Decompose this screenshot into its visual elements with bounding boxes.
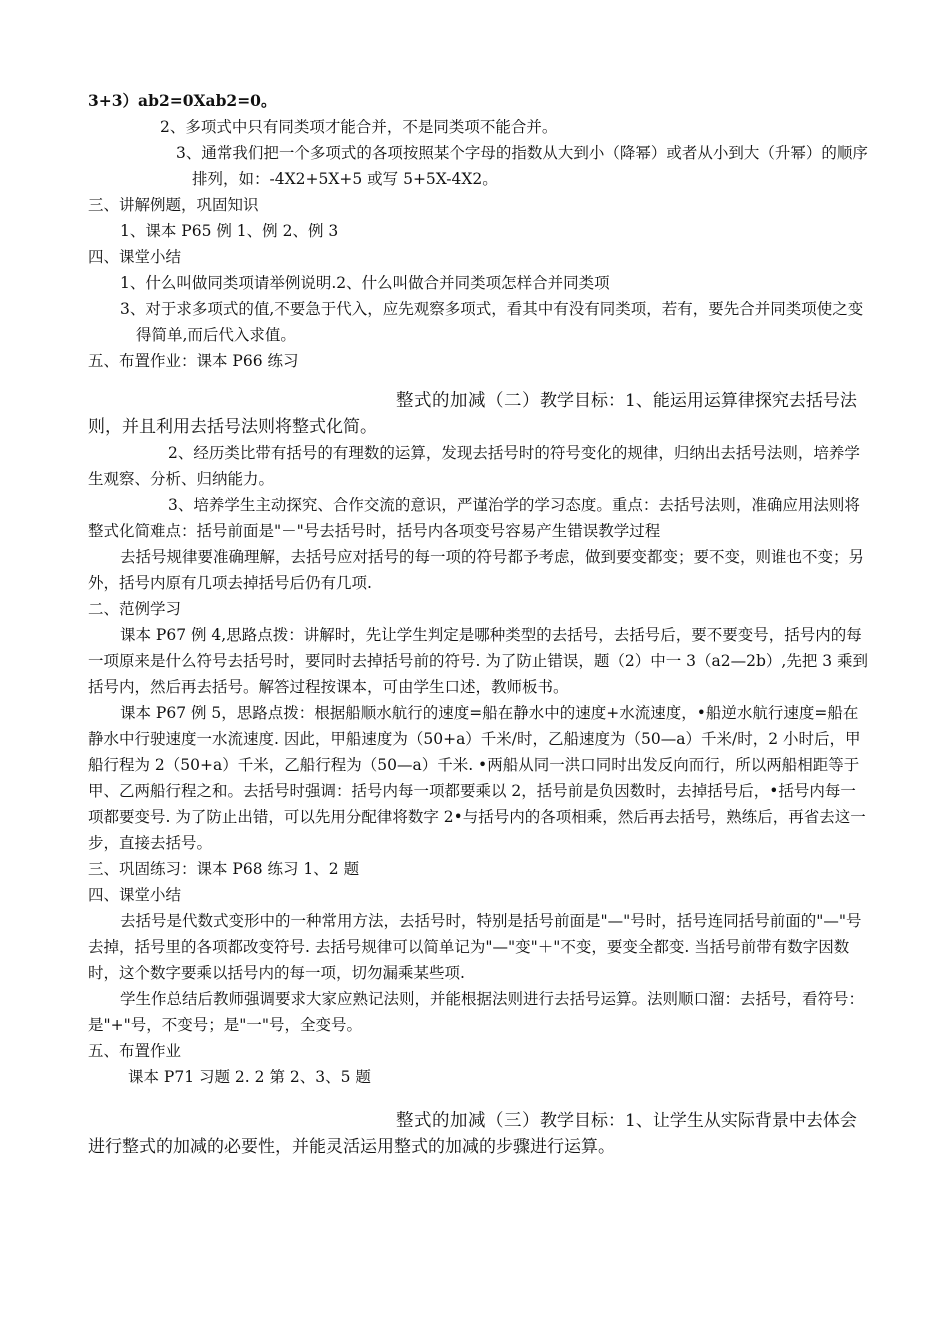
- section-2-line-2: 2、经历类比带有括号的有理数的运算，发现去括号时的符号变化的规律，归纳出去括号法则，培养学生观察、分析、归纳能力。: [88, 444, 860, 488]
- section-2-objective: 教学目标：1、能运用运算律探究去括号法则，并且利用去括号法则将整式化简。: [88, 391, 857, 437]
- section-3-title: 整式的加减（三）: [396, 1111, 540, 1131]
- section-2-intro: [88, 388, 870, 440]
- section-2-summary-1: 去括号是代数式变形中的一种常用方法，去括号时，特别是括号前面是"—"号时，括号连同括号前面的"—"号去掉，括号里的各项都改变符号. 去括号规律可以简单记为"—"变"＋"不变，要变全都变. 当括号前带有数字因数时，这个数字要乘以括号内的每一项，切勿漏乘某些项.: [88, 912, 862, 982]
- line-8: 3、对于求多项式的值,不要急于代入，应先观察多项式，看其中有没有同类项，若有，要先合并同类项使之变得简单,而后代入求值。: [120, 300, 864, 344]
- heading-3: 三、讲解例题，巩固知识: [88, 196, 259, 214]
- section-2-homework: 课本 P71 习题 2. 2 第 2、3、5 题: [128, 1068, 371, 1086]
- line-3: 3、通常我们把一个多项式的各项按照某个字母的指数从大到小（降幂）或者从小到大（升幂）的顺序排列，如：-4X2+5X+5 或写 5+5X-4X2。: [176, 144, 868, 188]
- spacer: [88, 1090, 870, 1108]
- section-2-rule: 去括号规律要准确理解，去括号应对括号的每一项的符号都予考虑，做到要变都变；要不变，则谁也不变；另外，括号内原有几项去掉括号后仍有几项.: [88, 548, 865, 592]
- spacer: [88, 374, 870, 388]
- heading-5: 五、布置作业：课本 P66 练习: [88, 352, 299, 370]
- section-2-example-5: 课本 P67 例 5，思路点拨：根据船顺水航行的速度=船在静水中的速度+水流速度，•船逆水航行速度=船在静水中行驶速度一水流速度. 因此，甲船速度为（50+a）千米/时，乙船速度为（50—a）千米/时，2 小时后，甲船行程为 2（50+a）千米，乙船行程为（50—a）千米. •两船从同一洪口同时出发反向而行，所以两船相距等于甲、乙两船行程之和。去括号时强调：括号内每一项都要乘以 2，括号前是负因数时，去掉括号后，•括号内每一项都要变号. 为了防止出错，可以先用分配律将数字 2•与括号内的各项相乘，然后再去括号，熟练后，再省去这一步，直接去括号。: [88, 704, 866, 852]
- section-2-heading-examples: 二、范例学习: [88, 600, 182, 618]
- section-2-heading-summary: 四、课堂小结: [88, 886, 182, 904]
- heading-4: 四、课堂小结: [88, 248, 182, 266]
- line-2: 2、多项式中只有同类项才能合并，不是同类项不能合并。: [160, 118, 558, 136]
- section-3-objective: 教学目标：1、让学生从实际背景中去体会进行整式的加减的必要性，并能灵活运用整式的加减的步骤进行运算。: [88, 1111, 857, 1157]
- section-3-intro: [88, 1108, 870, 1160]
- line-5: 1、课本 P65 例 1、例 2、例 3: [120, 222, 339, 240]
- section-2-heading-homework: 五、布置作业: [88, 1042, 182, 1060]
- line-7: 1、什么叫做同类项请举例说明.2、什么叫做合并同类项怎样合并同类项: [120, 274, 610, 292]
- section-2-line-3: 3、培养学生主动探究、合作交流的意识，严谨治学的学习态度。重点：去括号法则，准确应用法则将整式化简难点：括号前面是"－"号去括号时，括号内各项变号容易产生错误教学过程: [88, 496, 860, 540]
- section-2-summary-2: 学生作总结后教师强调要求大家应熟记法则，并能根据法则进行去括号运算。法则顺口溜：去括号，看符号：是"+"号，不变号；是"一"号，全变号。: [88, 990, 865, 1034]
- line-1: 3+3）ab2=0Xab2=0。: [88, 91, 277, 110]
- section-2-heading-practice: 三、巩固练习：课本 P68 练习 1、2 题: [88, 860, 360, 878]
- section-2-example-4: 课本 P67 例 4,思路点拨：讲解时，先让学生判定是哪种类型的去括号，去括号后，要不要变号，括号内的每一项原来是什么符号去括号时，要同时去掉括号前的符号. 为了防止错误，题（2）中一 3（a2—2b）,先把 3 乘到括号内，然后再去括号。解答过程按课本，可由学生口述，教师板书。: [88, 626, 869, 696]
- section-2-title: 整式的加减（二）: [396, 391, 540, 411]
